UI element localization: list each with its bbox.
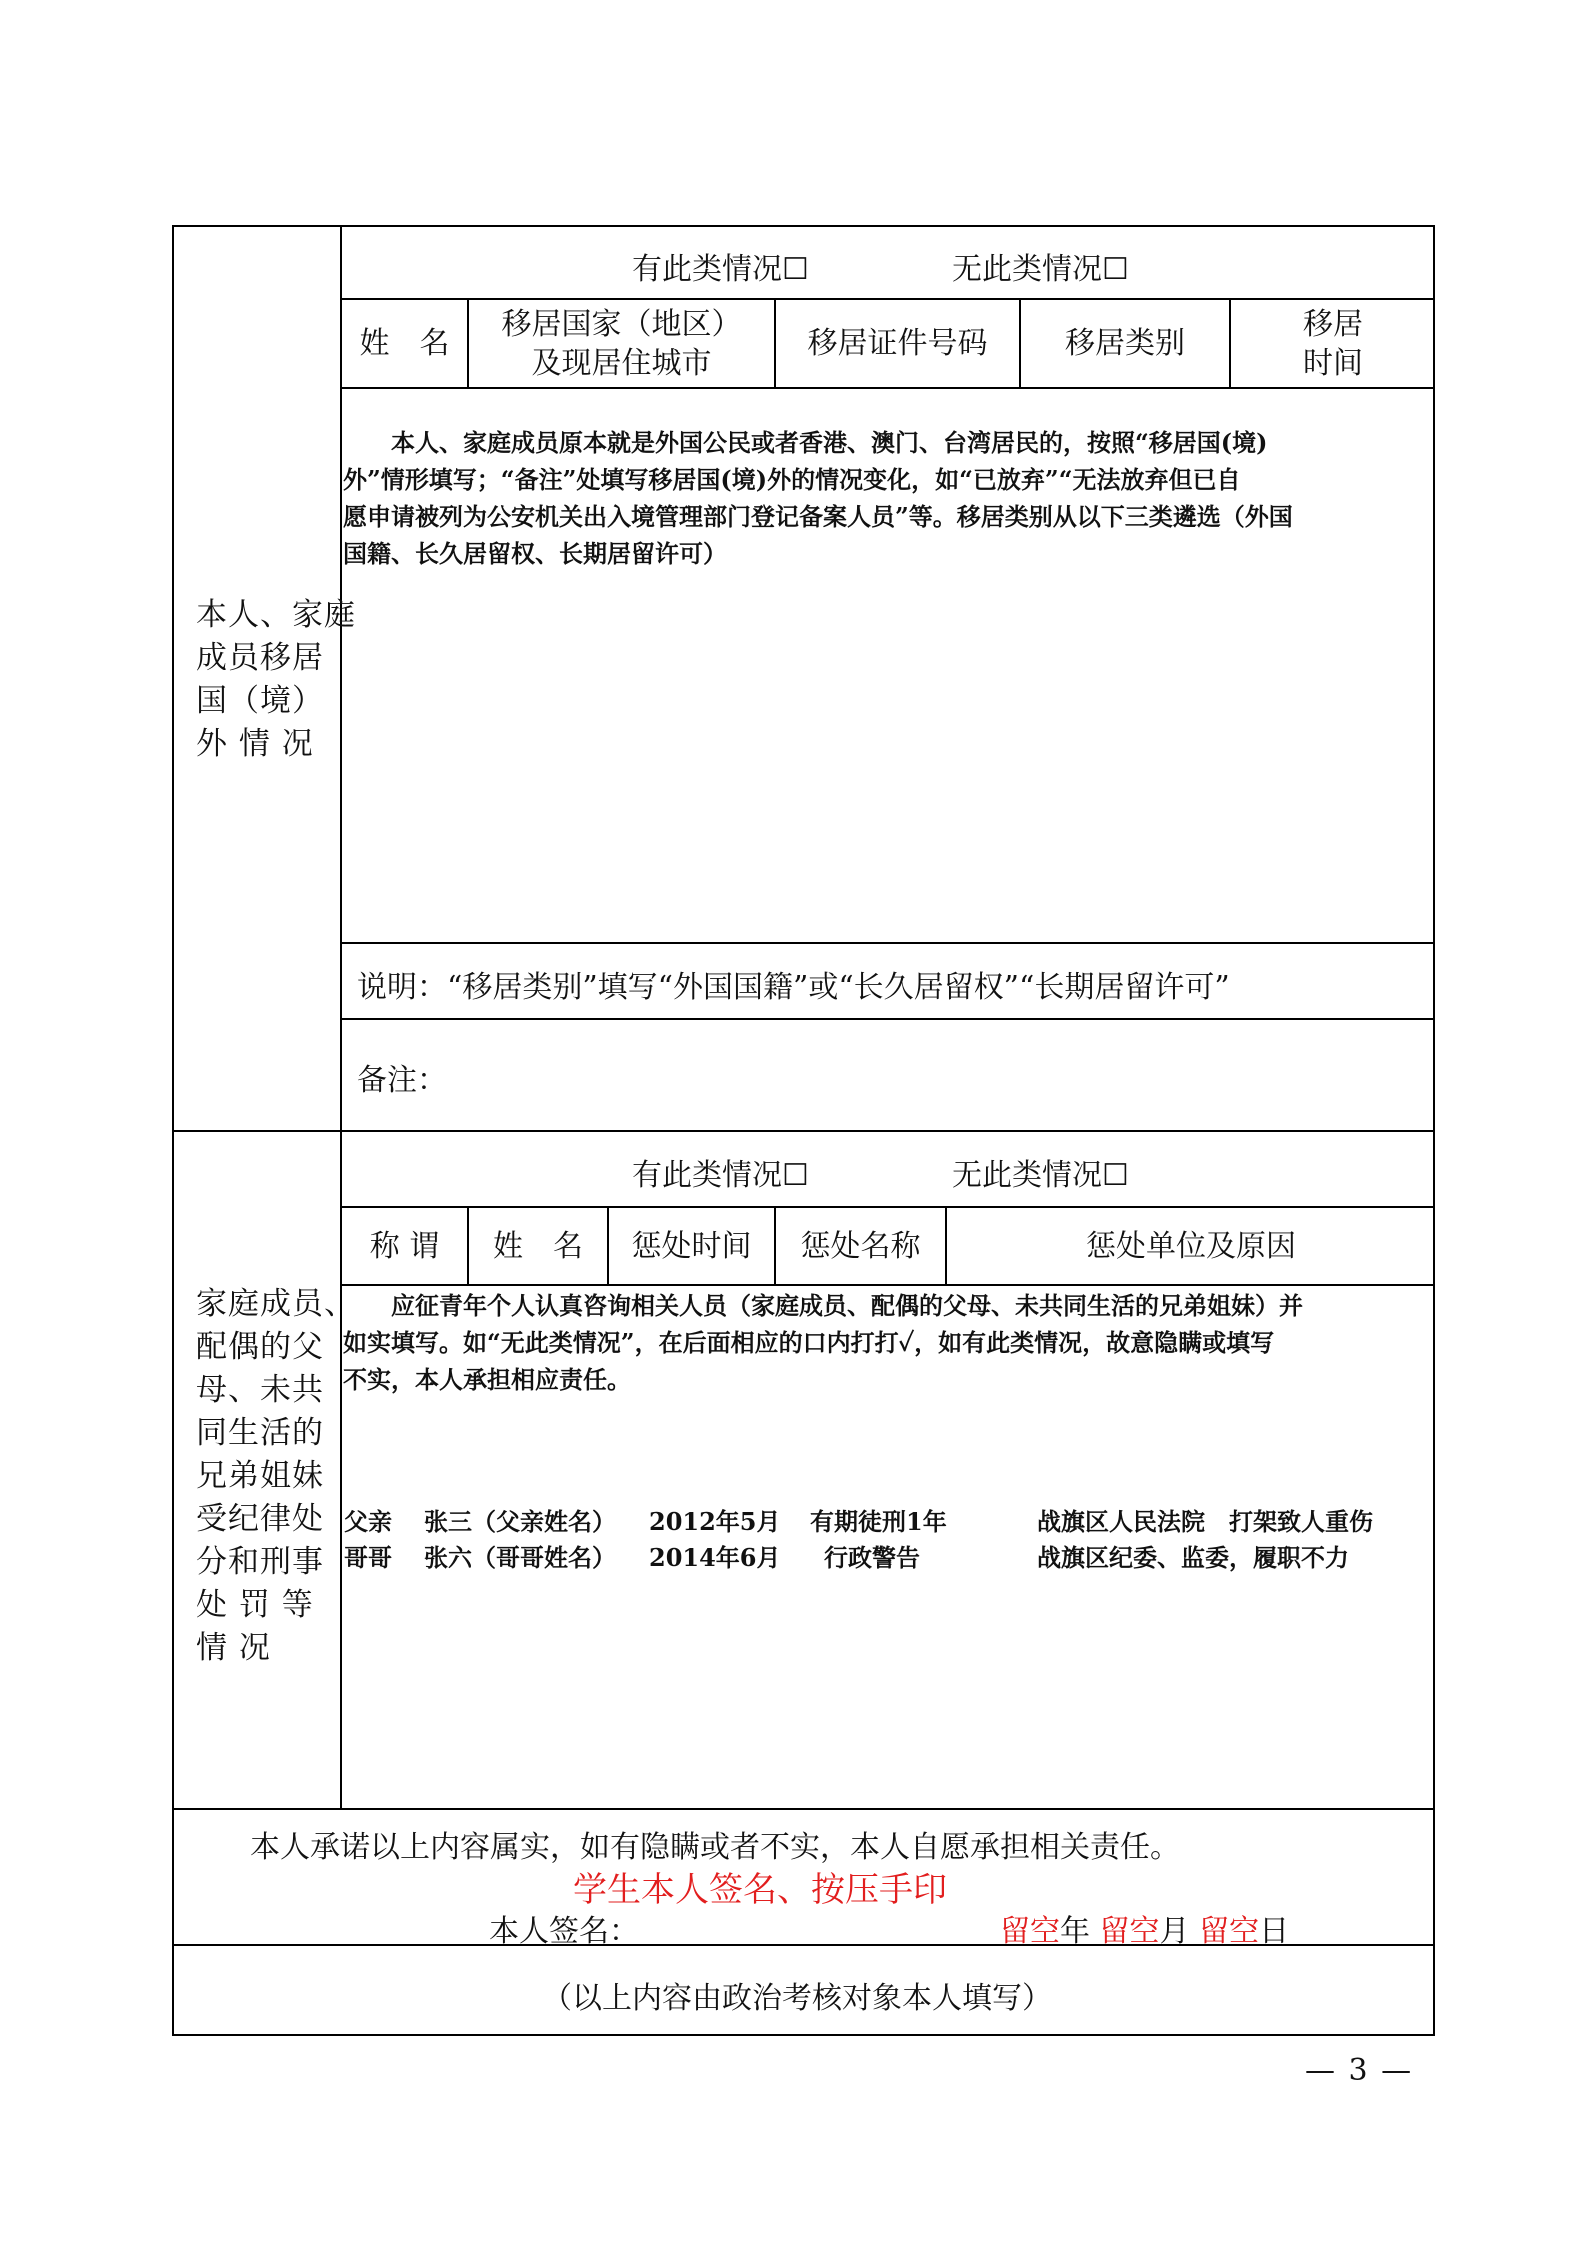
s1-explain-line: [340, 1018, 1435, 1020]
record-time: 2014年6月: [649, 1543, 781, 1572]
section-divider-2: [172, 1808, 1435, 1810]
record-relation: 父亲: [344, 1507, 392, 1536]
day-blank: 留空: [1199, 1914, 1260, 1949]
promise-text: 本人承诺以上内容属实，如有隐瞒或者不实，本人自愿承担相关责任。: [250, 1830, 1180, 1865]
s2-header-name: 姓 名: [493, 1228, 583, 1264]
record-name: 张三（父亲姓名）: [424, 1507, 616, 1536]
s2-header-pname: 惩处名称: [800, 1228, 921, 1264]
s1-header-category: 移居类别: [1065, 326, 1185, 361]
s1-header-time: 移居 时间: [1303, 306, 1363, 381]
record-unit-reason: 战旗区人民法院 打架致人重伤: [1037, 1507, 1373, 1536]
footer-note: （以上内容由政治考核对象本人填写）: [542, 1981, 1052, 2016]
page-number: — 3 —: [1305, 2053, 1414, 2088]
signature-field[interactable]: 本人签名：: [489, 1914, 639, 1949]
s1-header-country: 移居国家（地区） 及现居住城市: [501, 306, 742, 381]
record-unit-reason: 战旗区纪委、监委，履职不力: [1037, 1543, 1349, 1572]
s2-header-line: [340, 1284, 1435, 1286]
year-blank: 留空: [1000, 1914, 1060, 1949]
s1-status-no-checkbox[interactable]: 无此类情况☐: [952, 252, 1129, 287]
record-penalty: 行政警告: [824, 1543, 920, 1572]
section-divider-1: [172, 1130, 1435, 1132]
s2-instruction-note: 应征青年个人认真咨询相关人员（家庭成员、配偶的父母、未共同生活的兄弟姐妹）并 如实填写。如“无此类情况”，在后面相应的口内打打✓，如有此类情况，故意隐瞒或填写 不实，本人承担相应责任。: [343, 1291, 1303, 1394]
month-label: 月: [1159, 1914, 1190, 1949]
record-name: 张六（哥哥姓名）: [424, 1543, 616, 1572]
record-time: 2012年5月: [649, 1507, 781, 1536]
section1-label: 本人、家庭 成员移居 国（境） 外 情 况: [196, 597, 356, 762]
s1-instruction-note: 本人、家庭成员原本就是外国公民或者香港、澳门、台湾居民的，按照“移居国(境) 外”情形填写；“备注”处填写移居国(境)外的情况变化，如“已放弃”“无法放弃但已自 愿申请被列为公安机关出入境管理部门登记备案人员”等。移居类别从以下三类遴选（外国 国籍、长久居留权、长期居留许可）: [343, 428, 1293, 568]
record-penalty: 有期徒刑1年: [810, 1507, 947, 1536]
s2-header-relation: 称 谓: [369, 1228, 440, 1264]
s1-header-cert: 移居证件号码: [807, 326, 988, 361]
s2-status-yes-checkbox[interactable]: 有此类情况☐: [632, 1158, 809, 1193]
s1-body-line: [340, 942, 1435, 944]
s1-header-line: [340, 387, 1435, 389]
sign-instruction: 学生本人签名、按压手印: [573, 1870, 947, 1910]
s1-status-yes-checkbox[interactable]: 有此类情况☐: [632, 252, 809, 287]
s1-explain-text: 说明：“移居类别”填写“外国国籍”或“长久居留权”“长期居留许可”: [357, 970, 1230, 1005]
s2-header-time: 惩处时间: [631, 1228, 752, 1264]
s2-header-unit: 惩处单位及原因: [1086, 1228, 1296, 1264]
record-relation: 哥哥: [344, 1543, 392, 1572]
s1-remark-field[interactable]: 备注：: [357, 1063, 447, 1098]
year-label: 年: [1060, 1914, 1090, 1949]
s1-header-name: 姓 名: [359, 326, 450, 361]
s2-status-no-checkbox[interactable]: 无此类情况☐: [952, 1158, 1129, 1193]
section2-label: 家庭成员、 配偶的父 母、未共 同生活的 兄弟姐妹 受纪律处 分和刑事 处 罚 等 情 况: [196, 1286, 356, 1666]
date-field[interactable]: [1000, 1906, 1289, 1950]
day-label: 日: [1259, 1914, 1290, 1949]
month-blank: 留空: [1099, 1914, 1160, 1949]
